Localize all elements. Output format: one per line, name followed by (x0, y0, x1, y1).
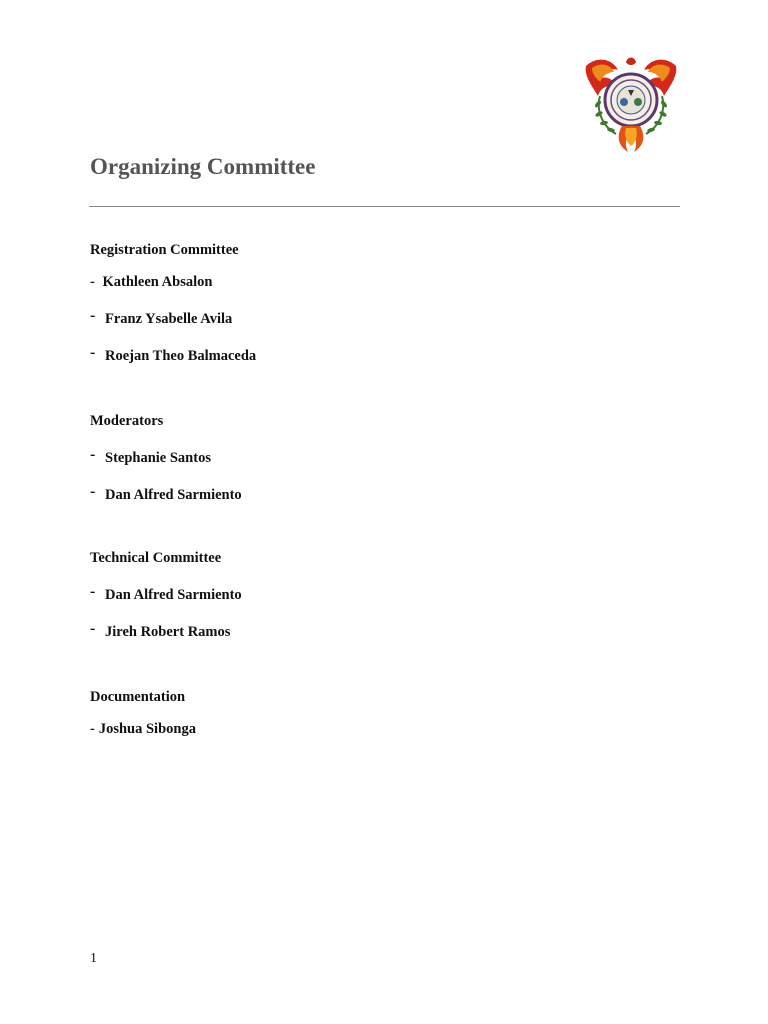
page-title: Organizing Committee (90, 154, 316, 179)
member-item: - Dan Alfred Sarmiento (90, 483, 242, 503)
section-heading-registration: Registration Committee (90, 242, 239, 258)
member-item: - Kathleen Absalon (90, 274, 213, 290)
member-item: - Jireh Robert Ramos (90, 620, 231, 640)
section-heading-moderators: Moderators (90, 413, 164, 429)
member-item: - Joshua Sibonga (90, 721, 196, 737)
title-divider (89, 206, 680, 207)
page-number: 1 (90, 951, 97, 966)
section-heading-technical: Technical Committee (90, 550, 222, 566)
member-item: - Roejan Theo Balmaceda (90, 344, 257, 364)
section-heading-documentation: Documentation (90, 689, 186, 705)
member-item: - Dan Alfred Sarmiento (90, 583, 242, 603)
crest-logo (582, 52, 680, 154)
member-item: - Franz Ysabelle Avila (90, 307, 233, 327)
member-item: - Stephanie Santos (90, 446, 211, 466)
